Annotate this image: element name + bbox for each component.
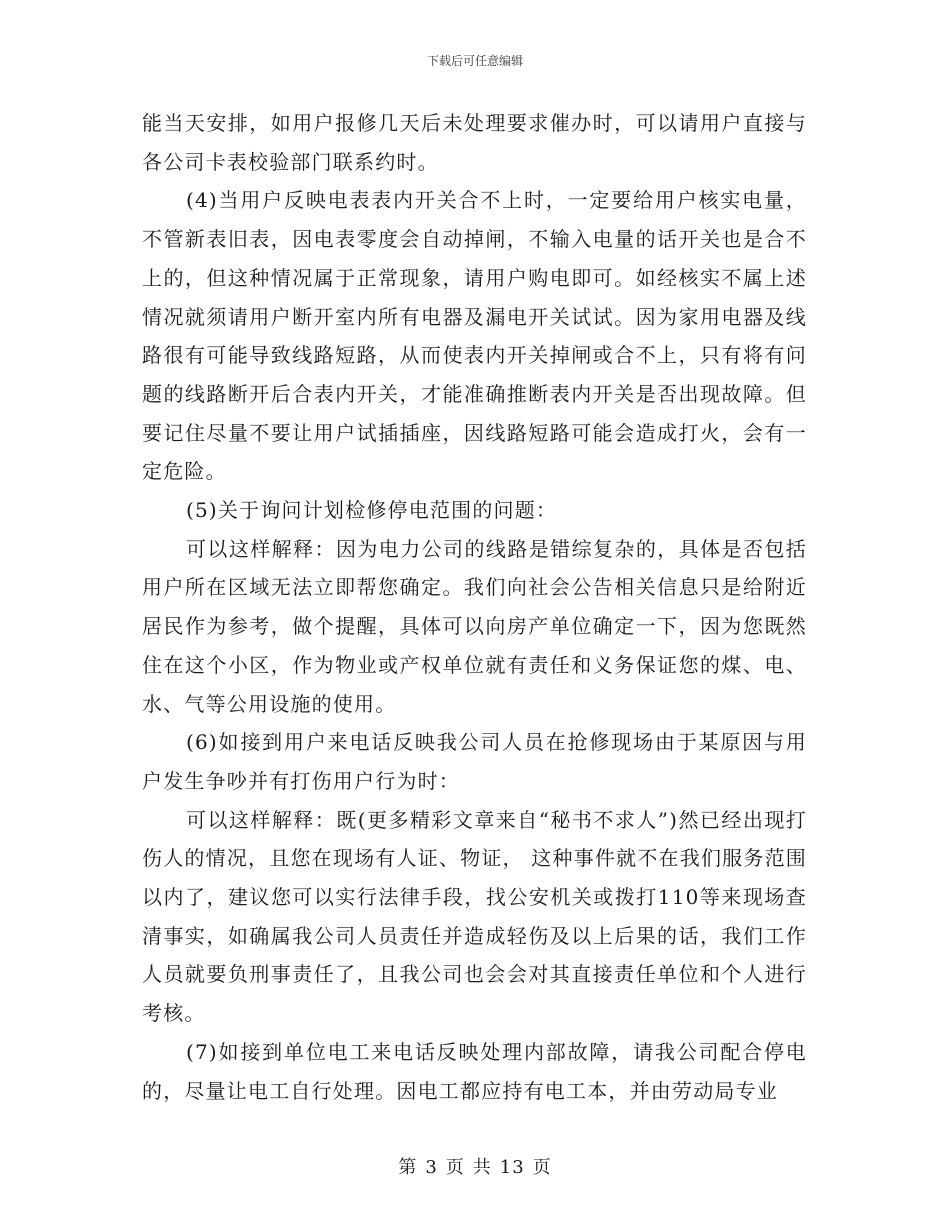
current-page-number: 3 — [425, 1157, 438, 1178]
footer-label-total-unit: 页 — [532, 1157, 552, 1178]
paragraph-item-6-answer: 可以这样解释：既(更多精彩文章来自“秘书不求人”)然已经出现打伤人的情况，且您在现场有人证、物证， 这种事件就不在我们服务范围以内了，建议您可以实行法律手段，找公安机关或拨打110等来现场查清事实，如确属我公司人员责任并造成轻伤及以上后果的话，我们工作人员就要负刑事责任了，且我公司也会会对其直接责任单位和个人进行考核。 — [142, 807, 807, 1026]
paragraph-item-5-answer: 可以这样解释：因为电力公司的线路是错综复杂的，具体是否包括用户所在区域无法立即帮您确定。我们向社会公告相关信息只是给附近居民作为参考，做个提醒，具体可以向房产单位确定一下，因为您既然住在这个小区，作为物业或产权单位就有责任和义务保证您的煤、电、水、气等公用设施的使用。 — [142, 536, 807, 716]
document-body — [142, 104, 807, 1110]
footer-label-page: 第 — [398, 1157, 418, 1178]
page-footer — [0, 1153, 950, 1179]
footer-label-total: 共 — [472, 1157, 492, 1178]
paragraph-item-5: (5)关于询问计划检修停电范围的问题： — [186, 498, 558, 523]
page-header: 下载后可任意编辑 — [426, 54, 523, 68]
paragraph-item-4: (4)当用户反映电表表内开关合不上时，一定要给用户核实电量，不管新表旧表，因电表零度会自动掉闸，不输入电量的话开关也是合不上的，但这种情况属于正常现象，请用户购电即可。如经核实不属上述情况就须请用户断开室内所有电器及漏电开关试试。因为家用电器及线路很有可能导致线路短路，从而使表内开关掉闸或合不上，只有将有问题的线路断开后合表内开关，才能准确推断表内开关是否出现故障。但要记住尽量不要让用户试插插座，因线路短路可能会造成打火，会有一定危险。 — [142, 188, 807, 484]
paragraph-item-7: (7)如接到单位电工来电话反映处理内部故障，请我公司配合停电的，尽量让电工自行处理。因电工都应持有电工本，并由劳动局专业 — [142, 1039, 807, 1103]
paragraph-continuation: 能当天安排，如用户报修几天后未处理要求催办时，可以请用户直接与各公司卡表校验部门联系约时。 — [142, 111, 807, 174]
paragraph-item-6: (6)如接到用户来电话反映我公司人员在抢修现场由于某原因与用户发生争吵并有打伤用户行为时： — [142, 730, 807, 793]
total-pages-number: 13 — [499, 1157, 525, 1178]
footer-label-page-unit: 页 — [445, 1157, 465, 1178]
